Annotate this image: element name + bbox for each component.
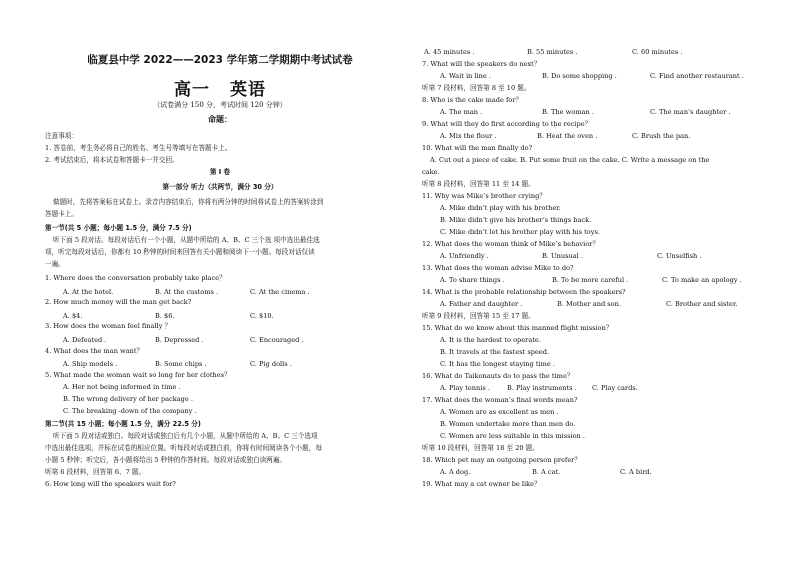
section1-heading: 第一节(共 5 小题；每小题 1.5 分，满分 7.5 分) [45,224,192,232]
q14-option-b: B. Mother and son. [557,300,621,308]
q11-option-c: C. Mike didn’t let his brother play with his toys. [440,228,600,236]
notice-item-1: 1. 答卷前，考生务必将自己的姓名、考生号等填写在答题卡上。 [45,144,232,152]
question-6: 6. How long will the speakers wait for? [45,480,176,488]
listening-note-9: 听第 9 段材料，回答第 15 至 17 题。 [422,312,535,320]
q9-option-a: A. Mix the flour . [440,132,497,140]
q9-option-c: C. Brush the pan. [632,132,691,140]
question-8: 8. Who is the cake made for？ [422,96,523,104]
listening-note-6: 听第 6 段材料，回答第 6、7 题。 [45,468,146,476]
question-19: 19. What may a cat owner be like？ [422,480,541,488]
q1-option-a: A. At the hotel. [63,288,114,296]
q16-option-c: C. Play cards. [592,384,638,392]
part1-heading: 第一部分 听力（共两节，满分 30 分） [162,183,278,191]
q8-option-c: C. The man’s daughter . [650,108,731,116]
q12-option-b: B. Unusual . [542,252,583,260]
q3-option-a: A. Defeated . [63,336,107,344]
q17-option-b: B. Women undertake more than men do. [440,420,576,428]
q5-option-b: B. The wrong delivery of her package . [63,395,193,403]
q7-option-a: A. Wait in line . [440,72,491,80]
question-15: 15. What do we know about this manned flight mission？ [422,324,613,332]
q3-option-c: C. Encouraged . [250,336,304,344]
proposition-label: 命题： [208,115,232,124]
question-3: 3. How does the woman feel finally ？ [45,322,172,330]
question-9: 9. What will they do first according to the recipe？ [422,120,592,128]
q8-option-a: A. The man . [440,108,483,116]
score-line: （试卷满分 150 分，考试时间 120 分钟） [153,101,287,109]
q14-option-c: C. Brother and sister. [666,300,738,308]
question-16: 16. What do Taikonauts do to pass the time？ [422,372,574,380]
section2-desc-1: 听下面 5 段对话或独白。每段对话或独白后有几个小题，从题中所给的 A、B、C 三个选项 [53,432,318,440]
question-17: 17. What does the woman’s final words mean? [422,396,578,404]
q4-option-c: C. Pig dolls . [250,360,292,368]
notice-heading: 注意事项： [45,132,78,140]
q12-option-c: C. Unselfish . [657,252,702,260]
q14-option-a: A. Father and daughter . [440,300,523,308]
q4-option-a: A. Ship models . [63,360,118,368]
q13-option-c: C. To make an apology . [662,276,742,284]
notice-item-2: 2. 考试结束后，将本试卷和答题卡一并交回。 [45,156,179,164]
intro-line-1: 做题时，先将答案标在试卷上。录音内容结束后，你将有两分钟的时间将试卷上的答案转涂到 [53,198,324,206]
q17-option-a: A. Women are as excellent as men . [440,408,559,416]
section2-desc-3: 小题 5 秒钟；听完后，各小题将给出 5 秒钟的作答时间。每段对话或独白读两遍。 [45,456,286,464]
question-4: 4. What does the man want？ [45,347,144,355]
q7-option-b: B. Do some shopping . [542,72,617,80]
q13-option-b: B. To be more careful . [552,276,629,284]
q8-option-b: B. The woman . [542,108,594,116]
q15-option-c: C. It has the longest staying time . [440,360,555,368]
subject-title [45,75,395,100]
section1-desc-2: 项，听完每段对话后，你都有 10 秒钟的时间来回答有关小题和阅读下一小题。每段对话仅读 [45,248,315,256]
q2-option-b: B. $6. [155,312,175,320]
q6-option-b: B. 55 minutes . [527,48,578,56]
q11-option-a: A. Mike didn’t play with his brother. [440,204,561,212]
q16-option-a: A. Play tennis . [440,384,490,392]
question-2: 2. How much money will the man get back? [45,298,192,306]
q11-option-b: B. Mike didn’t give his brother’s things back. [440,216,592,224]
question-1: 1. Where does the conversation probably take place？ [45,274,226,282]
intro-line-2: 答题卡上。 [45,210,78,218]
q2-option-c: C. $10. [250,312,274,320]
q3-option-b: B. Depressed . [155,336,204,344]
question-11: 11. Why was Mike’s brother crying？ [422,192,546,200]
q17-option-c: C. Women are less suitable in this mission . [440,432,585,440]
q10-options-line-1: A. Cut out a piece of cake. B. Put some fruit on the cake. C. Write a message on the [430,156,710,164]
q16-option-b: B. Play instruments . [507,384,577,392]
question-14: 14. What is the probable relationship between the speakers? [422,288,626,296]
question-10: 10. What will the man finally do? [422,144,533,152]
q4-option-b: B. Some chips . [155,360,207,368]
q5-option-a: A. Her not being informed in time . [63,383,181,391]
q15-option-b: B. It travels at the fastest speed. [440,348,550,356]
q18-option-b: B. A cat. [532,468,561,476]
listening-note-10: 听第 10 段材料，回答第 18 至 20 题。 [422,444,539,452]
section2-heading: 第二节(共 15 小题；每小题 1.5 分，满分 22.5 分) [45,420,201,428]
listening-note-8: 听第 8 段材料，回答第 11 至 14 题。 [422,180,535,188]
q5-option-c: C. The breaking -down of the company . [63,407,197,415]
q18-option-a: A. A dog. [440,468,471,476]
section2-desc-2: 中选出最佳选项，并标在试卷的相应位置。听每段对话或独白前，你将有时间阅读各个小题，每 [45,444,322,452]
q1-option-c: C. At the cinema . [250,288,310,296]
q1-option-b: B. At the customs . [155,288,219,296]
grade-label: 高一 [174,80,210,100]
exam-title: 临夏县中学 2022——2023 学年第二学期期中考试试卷 [87,54,353,66]
q9-option-b: B. Heat the oven . [537,132,598,140]
listening-note-7: 听第 7 段材料，回答第 8 至 10 题。 [422,84,531,92]
question-18: 18. Which pet may an outgoing person prefer？ [422,456,581,464]
question-7: 7. What will the speakers do next？ [422,60,541,68]
q18-option-c: C. A bird. [620,468,652,476]
q13-option-a: A. To share things . [440,276,505,284]
q12-option-a: A. Unfriendly . [440,252,489,260]
section1-desc-3: 一遍。 [45,260,65,268]
question-12: 12. What does the woman think of Mike’s behavior？ [422,240,599,248]
q2-option-a: A. $4. [63,312,83,320]
question-13: 13. What does the woman advise Mike to do? [422,264,574,272]
section1-desc-1: 听下面 5 段对话。每段对话后有一个小题，从题中所给的 A、B、C 三个选 项中选出最佳选 [53,236,320,244]
question-5: 5. What made the woman wait so long for her clothes？ [45,371,231,379]
q7-option-c: C. Find another restaurant . [650,72,744,80]
q15-option-a: A. It is the hardest to operate. [440,336,541,344]
q6-option-a: A. 45 minutes . [424,48,475,56]
volume-label: 第 I 卷 [209,168,231,176]
q10-options-line-2: cake. [422,168,440,176]
subject-label: 英语 [230,80,266,100]
q6-option-c: C. 60 minutes . [632,48,683,56]
